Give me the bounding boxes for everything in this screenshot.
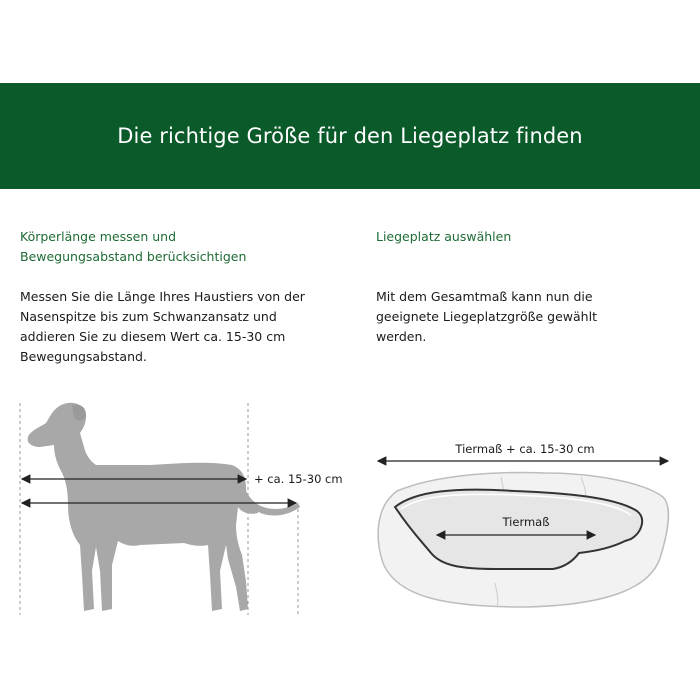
bed-measurement-diagram <box>375 435 675 625</box>
right-heading-line: Liegeplatz auswählen <box>376 229 512 244</box>
left-text-line: Messen Sie die Länge Ihres Haustiers von der <box>20 289 305 304</box>
bed-total-label: Tiermaß + ca. 15-30 cm <box>455 442 595 456</box>
left-heading-line: Bewegungsabstand berücksichtigen <box>20 249 247 264</box>
right-text-line: Mit dem Gesamtmaß kann nun die <box>376 289 593 304</box>
left-section <box>20 227 340 367</box>
left-text-line: addieren Sie zu diesem Wert ca. 15-30 cm <box>20 329 286 344</box>
dog-silhouette-icon <box>28 403 300 611</box>
dog-extra-label: + ca. 15-30 cm <box>254 472 343 486</box>
bed-inner-label: Tiermaß <box>502 515 550 529</box>
left-section-heading <box>20 227 340 267</box>
right-text-line: geeignete Liegeplatzgröße gewählt <box>376 309 597 324</box>
page-title: Die richtige Größe für den Liegeplatz finden <box>117 124 583 148</box>
left-text-line: Nasenspitze bis zum Schwanzansatz und <box>20 309 277 324</box>
left-text-line: Bewegungsabstand. <box>20 349 147 364</box>
dog-bed-icon <box>378 473 668 607</box>
left-heading-line: Körperlänge messen und <box>20 229 177 244</box>
right-heading-spacer <box>376 247 676 267</box>
left-section-text <box>20 287 340 367</box>
header-banner <box>0 83 700 189</box>
right-section <box>376 227 676 347</box>
right-text-line: werden. <box>376 329 427 344</box>
right-section-text <box>376 287 676 347</box>
right-section-heading <box>376 227 676 267</box>
dog-measurement-diagram <box>0 395 350 625</box>
